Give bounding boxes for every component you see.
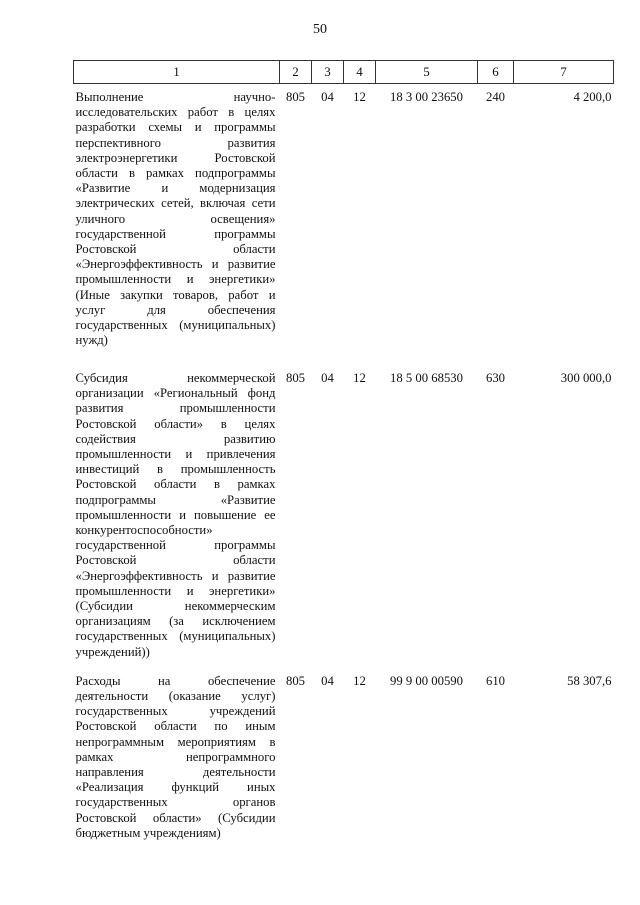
target-article-code: 18 5 00 68530 bbox=[390, 371, 463, 385]
column-header: 4 bbox=[344, 61, 376, 84]
amount-value: 300 000,0 bbox=[560, 371, 612, 385]
expense-type-code: 240 bbox=[485, 90, 506, 104]
column-header: 1 bbox=[74, 61, 280, 84]
page-number: 50 bbox=[313, 22, 327, 37]
column-header: 6 bbox=[478, 61, 514, 84]
ministry-code: 805 bbox=[285, 90, 306, 104]
subsection-code: 12 bbox=[353, 90, 366, 104]
amount-value: 58 307,6 bbox=[567, 673, 612, 688]
expense-type-code: 630 bbox=[485, 371, 506, 385]
ministry-code: 805 bbox=[285, 371, 306, 385]
row-description: Выполнение научно-исследовательских работ в целях разработки схемы и программы перспективного развития электроэнергетики Ростовской области в рамках подпрограммы «Развитие и модернизация электрических сетей, включая сети уличного освещения» государственной программы Ростовской области «Энергоэффективность и развитие промышленности и энергетики» (Иные закупки товаров, работ и услуг для обеспечения государственных (муниципальных) нужд) bbox=[75, 90, 276, 348]
row-description: Расходы на обеспечение деятельности (оказание услуг) государственных учреждений Ростовской области по иным непрограммным мероприятиям в рамках непрограммного направления деятельности «Реализация функций иных государственных органов Ростовской области» (Субсидии бюджетным учреждениям) bbox=[75, 673, 276, 840]
subsection-code: 12 bbox=[353, 673, 366, 688]
section-code: 04 bbox=[321, 90, 334, 104]
budget-table bbox=[73, 60, 614, 849]
section-code: 04 bbox=[321, 371, 334, 385]
column-header: 2 bbox=[280, 61, 312, 84]
table-row bbox=[74, 84, 614, 366]
table-row bbox=[74, 668, 614, 849]
column-header: 7 bbox=[514, 61, 614, 84]
ministry-code: 805 bbox=[285, 673, 306, 688]
section-code: 04 bbox=[321, 673, 334, 688]
column-header: 5 bbox=[376, 61, 478, 84]
table-header-row bbox=[74, 61, 614, 84]
amount-value: 4 200,0 bbox=[573, 90, 612, 104]
table-row bbox=[74, 365, 614, 668]
target-article-code: 18 3 00 23650 bbox=[390, 90, 463, 104]
target-article-code: 99 9 00 00590 bbox=[390, 673, 463, 688]
expense-type-code: 610 bbox=[485, 673, 506, 688]
column-header: 3 bbox=[312, 61, 344, 84]
subsection-code: 12 bbox=[353, 371, 366, 385]
row-description: Субсидия некоммерческой организации «Региональный фонд развития промышленности Ростовской области» в целях содействия развитию промышленности и привлечения инвестиций в промышленность Ростовской области в рамках подпрограммы «Развитие промышленности и повышение ее конкурентоспособности» государственной программы Ростовской области «Энергоэффективность и развитие промышленности и энергетики» (Субсидии некоммерческим организациям (за исключением государственных (муниципальных) учреждений)) bbox=[75, 371, 276, 659]
